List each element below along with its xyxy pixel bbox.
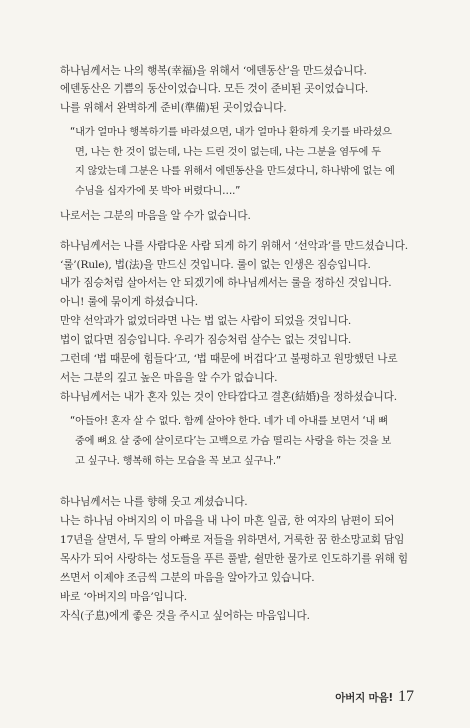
paragraph-line: 아니! 룰에 묶이게 하셨습니다. bbox=[60, 296, 198, 308]
page-number: 17 bbox=[398, 688, 414, 705]
paragraph-line: 17년을 살면서, 두 딸의 아빠로 저들을 위하면서, 거룩한 꿈 한소망교회 담임 bbox=[60, 534, 405, 546]
quote-line: 지 않았는데 그분은 나를 위해서 에덴동산을 만드셨다니, 하나밖에 없는 예 bbox=[75, 166, 395, 177]
paragraph-line: 하나님께서는 나의 행복(幸福)을 위해서 ‘에덴동산’을 만드셨습니다. bbox=[60, 65, 367, 77]
paragraph-line: 나를 위해서 완벽하게 준비(準備)된 곳이었습니다. bbox=[60, 102, 287, 114]
page-footer bbox=[335, 689, 414, 706]
paragraph-line: 목사가 되어 사랑하는 성도들을 푸른 풀밭, 쉴만한 물가로 인도하기를 위해 힘 bbox=[60, 553, 408, 565]
paragraph-line: 나로서는 그분의 마음을 알 수가 없습니다. bbox=[60, 210, 251, 222]
paragraph-line: ‘룰’(Rule), 법(法)을 만드신 것입니다. 룰이 없는 인생은 짐승입니다. bbox=[60, 259, 371, 271]
paragraph-line: 그런데 ‘법 때문에 힘들다’고, ‘법 때문에 버겁다’고 불평하고 원망했던 나로 bbox=[60, 353, 398, 365]
paragraph-line: 내가 짐승처럼 살아서는 안 되겠기에 하나님께서는 룰을 정하신 것입니다. bbox=[60, 277, 392, 289]
paragraph-line: 서는 그분의 깊고 높은 마음을 알 수가 없습니다. bbox=[60, 372, 278, 384]
paragraph-line: 바로 ‘아버지의 마음’입니다. bbox=[60, 591, 188, 603]
paragraph-line: 쓰면서 이제야 조금씩 그분의 마음을 알아가고 있습니다. bbox=[60, 572, 315, 584]
quote-line: 수님을 십자가에 못 박아 버렸다니….” bbox=[75, 186, 241, 197]
quote-line: “아들아! 혼자 살 수 없다. 함께 살아야 한다. 네가 네 아내를 보면서 ‘내 뼈 bbox=[70, 416, 388, 427]
paragraph-line: 자식(子息)에게 좋은 것을 주시고 싶어하는 마음입니다. bbox=[60, 610, 310, 622]
quote-line: 고 싶구나. 행복해 하는 모습을 꼭 보고 싶구나.” bbox=[75, 456, 281, 467]
paragraph-line: 하나님께서는 나를 사람다운 사람 되게 하기 위해서 ‘선악과’를 만드셨습니다. bbox=[60, 240, 408, 252]
paragraph-line: 법이 없다면 짐승입니다. 우리가 짐승처럼 살수는 없는 것입니다. bbox=[60, 334, 352, 346]
paragraph-line: 만약 선악과가 없었더라면 나는 법 없는 사람이 되었을 것입니다. bbox=[60, 315, 352, 327]
quote-line: 중에 뼈요 살 중에 살이로다’는 고백으로 가슴 떨리는 사랑을 하는 것을 보 bbox=[75, 436, 392, 447]
running-title: 아버지 마음! bbox=[335, 692, 393, 704]
paragraph-line: 나는 하나님 아버지의 이 마음을 내 나이 마흔 일곱, 한 여자의 남편이 되어 bbox=[60, 515, 395, 527]
quote-line: “내가 얼마나 행복하기를 바라셨으면, 내가 얼마나 환하게 웃기를 바라셨으 bbox=[70, 127, 392, 138]
paragraph-line: 하나님께서는 내가 혼자 있는 것이 안타깝다고 결혼(結婚)을 정하셨습니다. bbox=[60, 391, 397, 403]
paragraph-line: 에덴동산은 기쁨의 동산이었습니다. 모든 것이 준비된 곳이었습니다. bbox=[60, 83, 369, 95]
quote-line: 면, 나는 한 것이 없는데, 나는 드린 것이 없는데, 나는 그분을 염두에 두 bbox=[75, 147, 381, 158]
paragraph-line: 하나님께서는 나를 향해 웃고 계셨습니다. bbox=[60, 496, 248, 508]
